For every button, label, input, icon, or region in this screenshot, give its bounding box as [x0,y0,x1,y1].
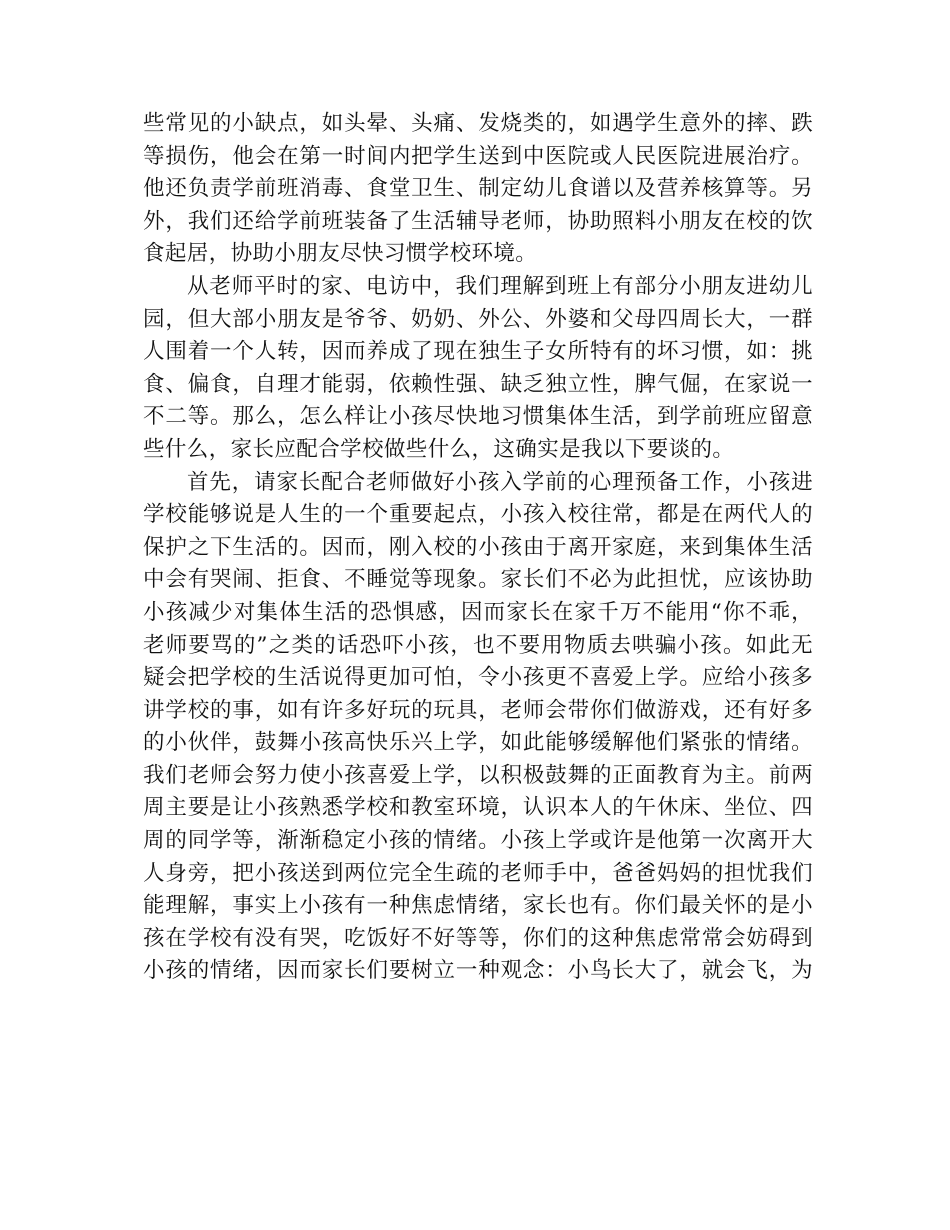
paragraph-3-line-4: 中会有哭闹、拒食、不睡觉等现象。家长们不必为此担忧，应该协助 [143,567,813,593]
paragraph-1-line-2: 等损伤，他会在第一时间内把学生送到中医院或人民医院进展治疗。 [143,143,813,169]
paragraph-1-line-4: 外，我们还给学前班装备了生活辅导老师，协助照料小朋友在校的饮 [143,208,813,234]
paragraph-3-line-5: 小孩减少对集体生活的恐惧感，因而家长在家千万不能用“你不乖， [143,599,813,625]
paragraph-3-line-14: 能理解，事实上小孩有一种焦虑情绪，家长也有。你们最关怀的是小 [143,893,813,919]
paragraph-3-line-1: 首先，请家长配合老师做好小孩入学前的心理预备工作，小孩进 [187,469,813,495]
paragraph-2-line-4: 食、偏食，自理才能弱，依赖性强、缺乏独立性，脾气倔，在家说一 [143,371,813,397]
paragraph-2-line-3: 人围着一个人转，因而养成了现在独生子女所特有的坏习惯，如：挑 [143,339,813,365]
paragraph-1-line-1: 些常见的小缺点，如头晕、头痛、发烧类的，如遇学生意外的摔、跌 [143,111,813,136]
paragraph-3-line-12: 周的同学等，渐渐稳定小孩的情绪。小孩上学或许是他第一次离开大 [143,828,813,854]
paragraph-3-line-11: 周主要是让小孩熟悉学校和教室环境，认识本人的午休床、坐位、四 [143,795,813,821]
paragraph-3-line-8: 讲学校的事，如有许多好玩的玩具，老师会带你们做游戏，还有好多 [143,697,813,723]
paragraph-3-line-9: 的小伙伴，鼓舞小孩高快乐兴上学，如此能够缓解他们紧张的情绪。 [143,730,813,756]
paragraph-2-line-1: 从老师平时的家、电访中，我们理解到班上有部分小朋友进幼儿 [187,273,813,299]
paragraph-3-line-6: 老师要骂的”之类的话恐吓小孩，也不要用物质去哄骗小孩。如此无 [143,632,813,658]
paragraph-3-line-3: 保护之下生活的。因而，刚入校的小孩由于离开家庭，来到集体生活 [143,534,813,560]
paragraph-2-line-5: 不二等。那么，怎么样让小孩尽快地习惯集体生活，到学前班应留意 [143,404,813,430]
paragraph-3-line-15: 孩在学校有没有哭，吃饭好不好等等，你们的这种焦虑常常会妨碍到 [143,925,813,951]
paragraph-3-line-10: 我们老师会努力使小孩喜爱上学，以积极鼓舞的正面教育为主。前两 [143,762,813,788]
paragraph-2-line-6: 些什么，家长应配合学校做些什么，这确实是我以下要谈的。 [143,436,735,462]
paragraph-3-line-16: 小孩的情绪，因而家长们要树立一种观念：小鸟长大了，就会飞，为 [143,958,813,984]
paragraph-3-line-2: 学校能够说是人生的一个重要起点，小孩入校往常，都是在两代人的 [143,502,813,528]
paragraph-2-line-2: 园，但大部小朋友是爷爷、奶奶、外公、外婆和父母四周长大，一群 [143,306,813,332]
paragraph-1-line-3: 他还负责学前班消毒、食堂卫生、制定幼儿食谱以及营养核算等。另 [143,176,813,202]
paragraph-3-line-7: 疑会把学校的生活说得更加可怕，令小孩更不喜爱上学。应给小孩多 [143,665,813,691]
paragraph-3-line-13: 人身旁，把小孩送到两位完全生疏的老师手中，爸爸妈妈的担忧我们 [143,860,813,886]
document-body [143,108,813,988]
paragraph-1-line-5: 食起居，协助小朋友尽快习惯学校环境。 [143,241,538,267]
